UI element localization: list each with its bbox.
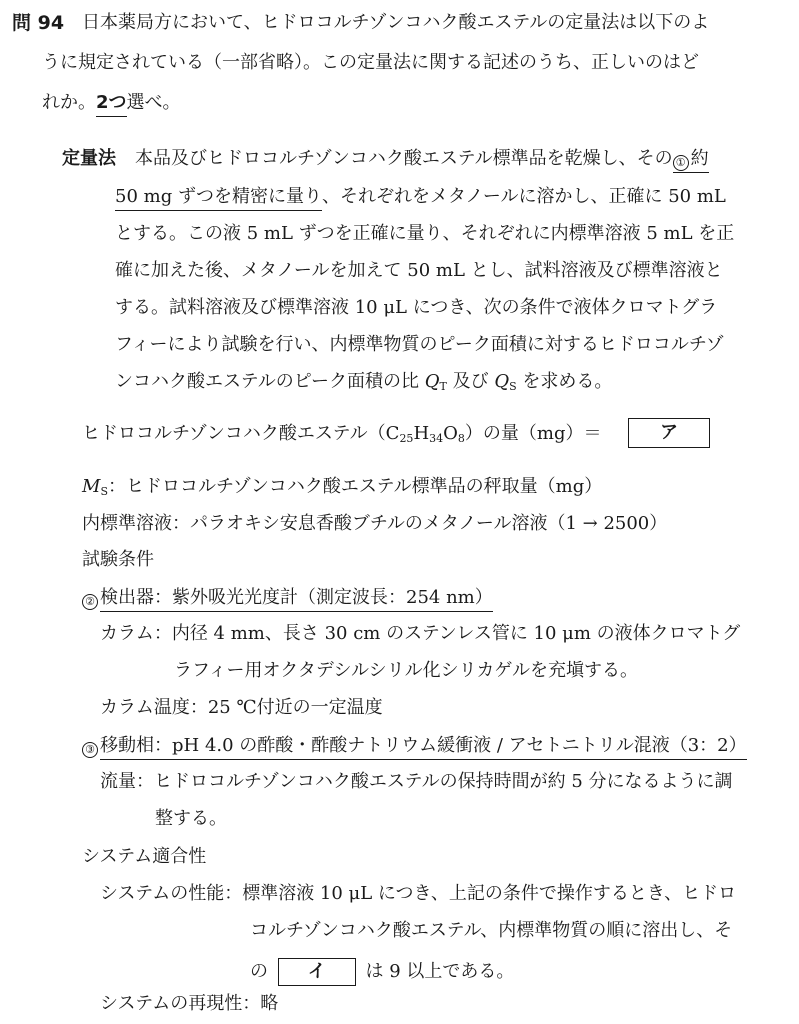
method-line-7 bbox=[115, 373, 612, 391]
method-line-6: フィーにより試験を行い、内標準物質のピーク面積に対するヒドロコルチゾ bbox=[115, 334, 724, 355]
formula-post: ）の量（mg）＝ bbox=[464, 423, 602, 444]
suitability-title: システム適合性 bbox=[82, 846, 207, 867]
ms-symbol: M bbox=[82, 476, 101, 497]
q-s-symbol: Q bbox=[494, 371, 510, 392]
column-line-1: カラム：内径 4 mm、長さ 30 cm のステンレス管に 10 μm の液体クロマトグ bbox=[100, 623, 741, 644]
method-line-1 bbox=[135, 150, 709, 171]
mobile-phase-text: 移動相：pH 4.0 の酢酸・酢酸ナトリウム緩衝液 / アセトニトリル混液（3：2） bbox=[100, 735, 747, 760]
detector-line bbox=[82, 589, 493, 610]
method-line-7-mid: 及び bbox=[452, 371, 489, 392]
performance-line-3-post: は 9 以上である。 bbox=[365, 961, 515, 982]
blank-box-i: イ bbox=[278, 958, 356, 986]
detector-text: 検出器：紫外吸光光度計（測定波長：254 nm） bbox=[100, 587, 493, 612]
formula-h-subscript: 34 bbox=[429, 432, 444, 445]
ms-subscript: S bbox=[100, 485, 108, 498]
performance-line-2: コルチゾンコハク酸エステル、内標準物質の順に溶出し、そ bbox=[250, 920, 733, 941]
ms-text: ：ヒドロコルチゾンコハク酸エステル標準品の秤取量（mg） bbox=[107, 476, 603, 497]
method-line-2 bbox=[115, 188, 726, 206]
q-s-subscript: S bbox=[509, 380, 517, 393]
formula-pre: ヒドロコルチゾンコハク酸エステル（C bbox=[82, 423, 400, 444]
formula-o-subscript: 8 bbox=[457, 432, 465, 445]
column-line-2: ラフィー用オクタデシルシリル化シリカゲルを充塡する。 bbox=[174, 660, 639, 681]
method-line-4: 確に加えた後、メタノールを加えて 50 mL とし、試料溶液及び標準溶液と bbox=[115, 260, 723, 281]
performance-line-1: システムの性能：標準溶液 10 μL につき、上記の条件で操作するとき、ヒドロ bbox=[100, 883, 737, 904]
question-line-1: 日本薬局方において、ヒドロコルチゾンコハク酸エステルの定量法は以下のよ bbox=[82, 12, 710, 33]
marker-2: ② bbox=[82, 594, 98, 610]
temperature-line: カラム温度：25 ℃付近の一定温度 bbox=[100, 697, 383, 718]
flow-line-1: 流量：ヒドロコルチゾンコハク酸エステルの保持時間が約 5 分になるように調 bbox=[100, 771, 733, 792]
question-line-2: うに規定されている（一部省略）。この定量法に関する記述のうち、正しいのはど bbox=[42, 52, 699, 73]
method-line-1-text: 本品及びヒドロコルチゾンコハク酸エステル標準品を乾燥し、その bbox=[135, 148, 673, 169]
internal-standard: 内標準溶液：パラオキシ安息香酸ブチルのメタノール溶液（1 → 2500） bbox=[82, 513, 668, 534]
method-line-5: する。試料溶液及び標準溶液 10 μL につき、次の条件で液体クロマトグラ bbox=[115, 297, 718, 318]
performance-line-3 bbox=[250, 958, 514, 986]
underline-1-end: 約 bbox=[690, 148, 709, 169]
q-t-subscript: T bbox=[439, 380, 447, 393]
question-line-3-pre: れか。 bbox=[42, 92, 96, 113]
method-line-7-pre: ンコハク酸エステルのピーク面積の比 bbox=[115, 371, 420, 392]
question-number: 問 94 bbox=[12, 12, 65, 34]
mobile-phase-line bbox=[82, 737, 747, 758]
formula-o: O bbox=[443, 423, 458, 444]
method-line-7-post: を求める。 bbox=[522, 371, 613, 392]
method-line-2-rest: 、それぞれをメタノールに溶かし、正確に 50 mL bbox=[321, 186, 726, 207]
q-t-symbol: Q bbox=[424, 371, 440, 392]
formula-h: H bbox=[413, 423, 430, 444]
conditions-title: 試験条件 bbox=[82, 549, 154, 570]
question-line-3 bbox=[42, 94, 181, 112]
emphasis-two: 2つ bbox=[96, 92, 127, 117]
performance-line-3-pre: の bbox=[250, 961, 268, 982]
flow-line-2: 整する。 bbox=[155, 808, 227, 829]
formula-line bbox=[82, 425, 602, 443]
blank-box-a: ア bbox=[628, 418, 710, 448]
underline-1-start bbox=[673, 148, 709, 173]
question-line-3-post: 選べ。 bbox=[126, 92, 181, 113]
marker-3: ③ bbox=[82, 742, 98, 758]
formula-c-subscript: 25 bbox=[399, 432, 414, 445]
reproducibility-line: システムの再現性：略 bbox=[100, 993, 279, 1014]
ms-definition bbox=[82, 478, 602, 496]
method-line-3: とする。この液 5 mL ずつを正確に量り、それぞれに内標準溶液 5 mL を正 bbox=[115, 223, 735, 244]
underline-1-rest: 50 mg ずつを精密に量り bbox=[115, 186, 322, 211]
marker-1: ① bbox=[673, 155, 689, 171]
method-label: 定量法 bbox=[62, 148, 116, 169]
